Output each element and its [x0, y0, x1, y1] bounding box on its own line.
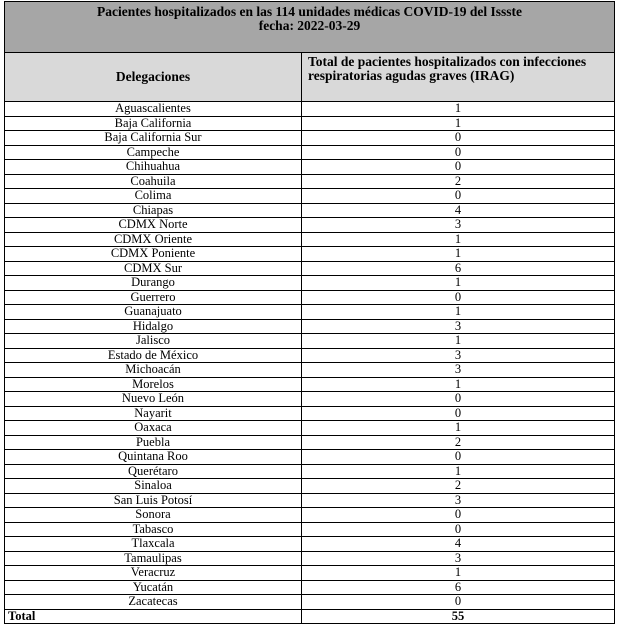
table-row	[5, 218, 615, 233]
irag-count: 1	[302, 116, 615, 131]
irag-count: 0	[302, 145, 615, 160]
delegacion-name: Aguascalientes	[5, 102, 302, 117]
irag-count: 1	[302, 464, 615, 479]
delegacion-name: CDMX Poniente	[5, 247, 302, 262]
table-row	[5, 334, 615, 349]
delegacion-name: Chiapas	[5, 203, 302, 218]
total-row	[5, 609, 615, 624]
table-row	[5, 435, 615, 450]
irag-count: 3	[302, 493, 615, 508]
table-row	[5, 247, 615, 262]
delegacion-name: Michoacán	[5, 363, 302, 378]
delegacion-name: Nuevo León	[5, 392, 302, 407]
table-row	[5, 319, 615, 334]
table-row	[5, 276, 615, 291]
table-row	[5, 566, 615, 581]
table-row	[5, 131, 615, 146]
irag-count: 1	[302, 377, 615, 392]
table-row	[5, 551, 615, 566]
irag-count: 1	[302, 334, 615, 349]
table-row	[5, 102, 615, 117]
irag-count: 1	[302, 305, 615, 320]
irag-count: 3	[302, 363, 615, 378]
delegacion-name: Guerrero	[5, 290, 302, 305]
irag-count: 3	[302, 319, 615, 334]
table-row	[5, 537, 615, 552]
delegacion-name: Tamaulipas	[5, 551, 302, 566]
irag-count: 4	[302, 203, 615, 218]
table-row	[5, 392, 615, 407]
table-row	[5, 479, 615, 494]
title-row	[5, 2, 615, 53]
hospitalized-patients-table	[4, 1, 615, 624]
table-row	[5, 232, 615, 247]
table-row	[5, 145, 615, 160]
irag-count: 0	[302, 131, 615, 146]
irag-count: 0	[302, 290, 615, 305]
delegacion-name: Jalisco	[5, 334, 302, 349]
table-row	[5, 348, 615, 363]
delegacion-name: Puebla	[5, 435, 302, 450]
irag-count: 0	[302, 189, 615, 204]
table-row	[5, 174, 615, 189]
delegacion-name: Nayarit	[5, 406, 302, 421]
table-title	[5, 2, 615, 53]
delegacion-name: CDMX Norte	[5, 218, 302, 233]
table-row	[5, 493, 615, 508]
irag-count: 0	[302, 392, 615, 407]
irag-count: 3	[302, 218, 615, 233]
delegacion-name: Morelos	[5, 377, 302, 392]
table-body	[5, 102, 615, 624]
delegacion-name: Sinaloa	[5, 479, 302, 494]
irag-count: 3	[302, 551, 615, 566]
irag-count: 0	[302, 450, 615, 465]
delegacion-name: Sonora	[5, 508, 302, 523]
total-label: Total	[5, 609, 302, 624]
delegacion-name: CDMX Oriente	[5, 232, 302, 247]
table-row	[5, 290, 615, 305]
irag-count: 0	[302, 508, 615, 523]
table-row	[5, 508, 615, 523]
delegacion-name: Tabasco	[5, 522, 302, 537]
irag-count: 1	[302, 421, 615, 436]
delegacion-name: Estado de México	[5, 348, 302, 363]
table-row	[5, 377, 615, 392]
header-row	[5, 53, 615, 102]
irag-count: 0	[302, 406, 615, 421]
delegacion-name: Tlaxcala	[5, 537, 302, 552]
irag-count: 1	[302, 566, 615, 581]
table-row	[5, 203, 615, 218]
irag-count: 1	[302, 247, 615, 262]
delegacion-name: Querétaro	[5, 464, 302, 479]
delegacion-name: Zacatecas	[5, 595, 302, 610]
title-line-1: Pacientes hospitalizados en las 114 unidades médicas COVID-19 del Issste	[97, 4, 522, 19]
delegacion-name: Chihuahua	[5, 160, 302, 175]
irag-count: 0	[302, 522, 615, 537]
delegacion-name: Coahuila	[5, 174, 302, 189]
delegacion-name: Yucatán	[5, 580, 302, 595]
irag-count: 0	[302, 595, 615, 610]
delegacion-name: Guanajuato	[5, 305, 302, 320]
title-date: fecha: 2022-03-29	[258, 18, 361, 33]
delegacion-name: CDMX Sur	[5, 261, 302, 276]
delegacion-name: Colima	[5, 189, 302, 204]
table-row	[5, 116, 615, 131]
table-row	[5, 450, 615, 465]
delegacion-name: Durango	[5, 276, 302, 291]
table-row	[5, 406, 615, 421]
irag-count: 1	[302, 102, 615, 117]
header-delegaciones: Delegaciones	[5, 53, 302, 102]
delegacion-name: Oaxaca	[5, 421, 302, 436]
table-row	[5, 580, 615, 595]
table-row	[5, 464, 615, 479]
table-row	[5, 421, 615, 436]
table-row	[5, 522, 615, 537]
table-row	[5, 595, 615, 610]
irag-count: 3	[302, 348, 615, 363]
header-total-irag: Total de pacientes hospitalizados con infecciones respiratorias agudas graves (IRAG)	[302, 53, 615, 102]
delegacion-name: Campeche	[5, 145, 302, 160]
table-row	[5, 363, 615, 378]
irag-count: 0	[302, 160, 615, 175]
irag-count: 1	[302, 232, 615, 247]
irag-count: 1	[302, 276, 615, 291]
delegacion-name: Veracruz	[5, 566, 302, 581]
irag-count: 4	[302, 537, 615, 552]
irag-count: 2	[302, 479, 615, 494]
delegacion-name: Quintana Roo	[5, 450, 302, 465]
delegacion-name: Baja California Sur	[5, 131, 302, 146]
delegacion-name: Hidalgo	[5, 319, 302, 334]
table-row	[5, 261, 615, 276]
irag-count: 6	[302, 261, 615, 276]
total-value: 55	[302, 609, 615, 624]
table-row	[5, 160, 615, 175]
table-row	[5, 189, 615, 204]
delegacion-name: San Luis Potosí	[5, 493, 302, 508]
irag-count: 2	[302, 174, 615, 189]
delegacion-name: Baja California	[5, 116, 302, 131]
irag-count: 2	[302, 435, 615, 450]
irag-count: 6	[302, 580, 615, 595]
table-row	[5, 305, 615, 320]
